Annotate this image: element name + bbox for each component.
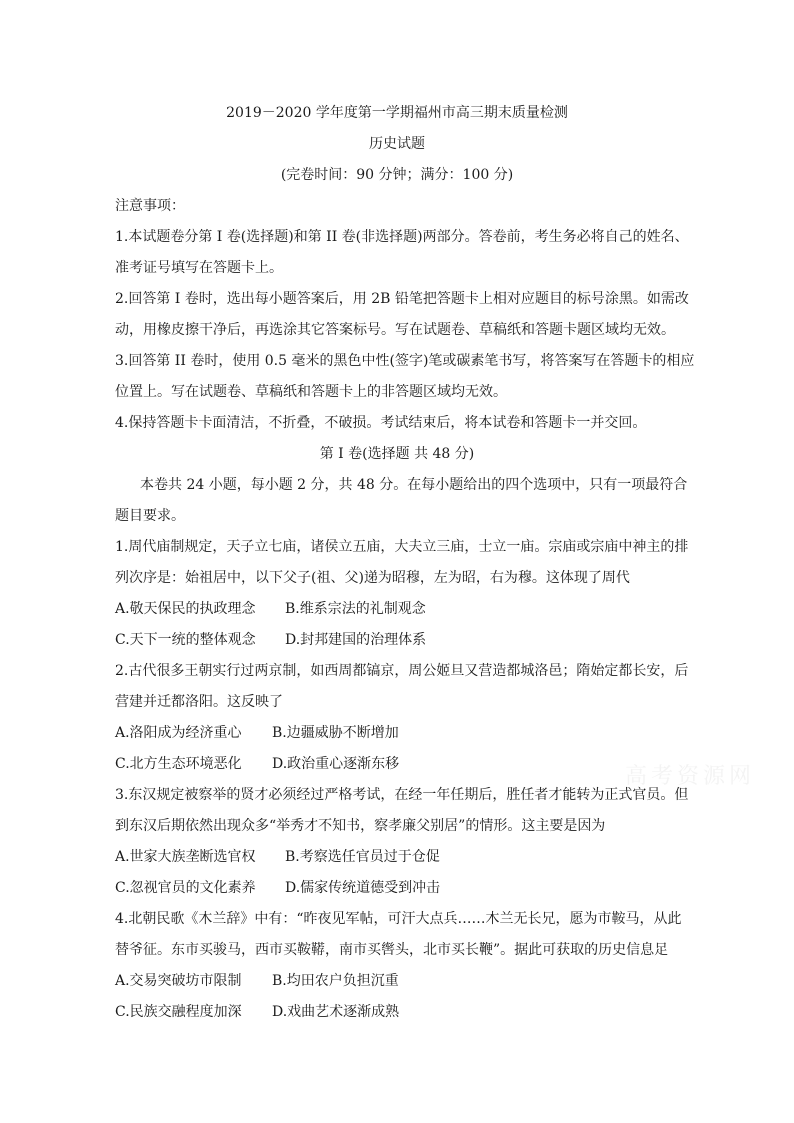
question-2-option-a: A.洛阳成为经济重心 <box>115 725 242 741</box>
question-1-option-c: C.天下一统的整体观念 <box>115 632 256 648</box>
subject-title: 历史试题 <box>369 136 425 152</box>
notice-line: 2.回答第 I 卷时，选出每小题答案后，用 2B 铅笔把答题卡上相对应题目的标号涂黑。如需改 <box>115 291 689 307</box>
question-4-stem: 4.北朝民歌《木兰辞》中有：“昨夜见军帖，可汗大点兵……木兰无长兄，愿为市鞍马，从此 <box>115 911 682 927</box>
question-1-option-d: D.封邦建国的治理体系 <box>285 632 427 648</box>
section-intro: 题目要求。 <box>115 508 185 524</box>
question-3-stem: 到东汉后期依然出现众多“举秀才不知书，察孝廉父别居”的情形。这主要是因为 <box>115 818 606 834</box>
question-2-option-b: B.边疆威胁不断增加 <box>272 725 399 741</box>
watermark: 高考资源网 <box>625 764 756 789</box>
exam-info: (完卷时间：90 分钟；满分：100 分) <box>280 167 514 183</box>
question-2-stem: 2.古代很多王朝实行过两京制，如西周都镐京，周公姬旦又营造都城洛邑；隋始定都长安，后 <box>115 663 689 679</box>
notice-heading: 注意事项： <box>115 198 185 214</box>
notice-line: 动，用橡皮擦干净后，再选涂其它答案标号。写在试题卷、草稿纸和答题卡题区域均无效。 <box>115 322 675 338</box>
notice-line: 3.回答第 II 卷时，使用 0.5 毫米的黑色中性(签字)笔或碳素笔书写，将答案写在答题卡的相应 <box>115 353 695 369</box>
question-2-stem: 营建并迁都洛阳。这反映了 <box>115 694 283 710</box>
section-title: 第 I 卷(选择题 共 48 分) <box>319 446 475 462</box>
question-4-option-b: B.均田农户负担沉重 <box>272 973 399 989</box>
notice-line: 准考证号填写在答题卡上。 <box>115 260 283 276</box>
notice-line: 1.本试题卷分第 I 卷(选择题)和第 II 卷(非选择题)两部分。答卷前，考生务必将自己的姓名、 <box>115 229 689 245</box>
question-2-option-c: C.北方生态环境恶化 <box>115 756 242 772</box>
question-3-option-c: C.忽视官员的文化素养 <box>115 880 256 896</box>
question-3-option-b: B.考察选任官员过于仓促 <box>285 849 440 865</box>
question-4-option-d: D.戏曲艺术逐渐成熟 <box>272 1004 400 1020</box>
question-3-stem: 3.东汉规定被察举的贤才必须经过严格考试，在经一年任期后，胜任者才能转为正式官员。但 <box>115 787 689 803</box>
question-1-stem: 列次序是：始祖居中，以下父子(祖、父)递为昭穆，左为昭，右为穆。这体现了周代 <box>115 570 630 586</box>
question-4-option-a: A.交易突破坊市限制 <box>115 973 242 989</box>
question-1-stem: 1.周代庙制规定，天子立七庙，诸侯立五庙，大夫立三庙，士立一庙。宗庙或宗庙中神主的排 <box>115 539 689 555</box>
question-3-option-a: A.世家大族垄断选官权 <box>115 849 256 865</box>
question-1-option-b: B.维系宗法的礼制观念 <box>285 601 426 617</box>
question-4-stem: 替爷征。东市买骏马，西市买鞍鞯，南市买辔头，北市买长鞭”。据此可获取的历史信息足 <box>115 942 669 958</box>
question-3-option-d: D.儒家传统道德受到冲击 <box>285 880 441 896</box>
notice-line: 4.保持答题卡卡面清洁，不折叠，不破损。考试结束后，将本试卷和答题卡一并交回。 <box>115 415 647 431</box>
notice-line: 位置上。写在试题卷、草稿纸和答题卡上的非答题区域均无效。 <box>115 384 507 400</box>
exam-title: 2019－2020 学年度第一学期福州市高三期末质量检测 <box>226 105 568 121</box>
question-4-option-c: C.民族交融程度加深 <box>115 1004 242 1020</box>
question-2-option-d: D.政治重心逐渐东移 <box>272 756 400 772</box>
section-intro: 本卷共 24 小题，每小题 2 分，共 48 分。在每小题给出的四个选项中，只有一项最符合 <box>140 477 688 493</box>
question-1-option-a: A.敬天保民的执政理念 <box>115 601 256 617</box>
